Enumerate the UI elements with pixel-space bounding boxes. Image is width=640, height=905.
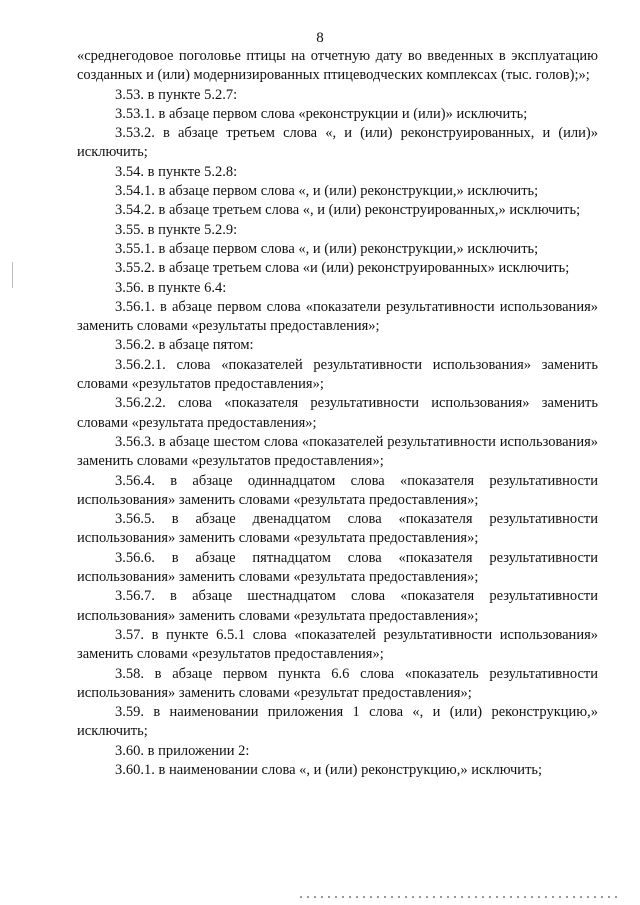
paragraph: 3.57. в пункте 6.5.1 слова «показателей результативности использования» заменить словами «результатов предоставления»; xyxy=(77,626,598,663)
paragraph: 3.56.2.2. слова «показателя результативности использования» заменить словами «результата предоставления»; xyxy=(77,395,598,431)
paragraph: «среднегодовое поголовье птицы на отчетную дату во введенных в эксплуатацию созданных и (или) модернизированных птицеводческих комплексах (тыс. голов);»; xyxy=(77,48,598,84)
document-body xyxy=(77,47,598,780)
paragraph: 3.56.6. в абзаце пятнадцатом слова «показателя результативности использования» заменить словами «результата предоставления»; xyxy=(77,549,598,586)
paragraph: 3.56.3. в абзаце шестом слова «показателей результативности использования» заменить словами «результатов предоставления»; xyxy=(77,433,598,470)
paragraph: 3.55.1. в абзаце первом слова «, и (или) реконструкции,» исключить; xyxy=(115,240,539,257)
paragraph: 3.56.4. в абзаце одиннадцатом слова «показателя результативности использования» заменить словами «результата предоставления»; xyxy=(77,472,598,508)
paragraph: 3.60. в приложении 2: xyxy=(115,742,250,759)
paragraph: 3.55.2. в абзаце третьем слова «и (или) реконструированных» исключить; xyxy=(115,260,570,277)
paragraph: 3.59. в наименовании приложения 1 слова «, и (или) реконструкцию,» исключить; xyxy=(77,704,598,740)
paragraph: 3.54.2. в абзаце третьем слова «, и (или) реконструированных,» исключить; xyxy=(115,202,581,219)
paragraph: 3.53.1. в абзаце первом слова «реконструкции и (или)» исключить; xyxy=(115,105,528,122)
paragraph: 3.58. в абзаце первом пункта 6.6 слова «показатель результативности использования» заменить словами «результат предоставления»; xyxy=(77,665,598,701)
paragraph: 3.56.5. в абзаце двенадцатом слова «показателя результативности использования» заменить словами «результата предоставления»; xyxy=(77,511,598,547)
paragraph: 3.56.1. в абзаце первом слова «показатели результативности использования» заменить словами «результаты предоставления»; xyxy=(77,298,598,335)
scan-footer-artifact xyxy=(300,896,620,898)
page-number: 8 xyxy=(316,30,324,46)
paragraph: 3.56.2. в абзаце пятом: xyxy=(115,337,254,354)
paragraph: 3.55. в пункте 5.2.9: xyxy=(115,221,238,238)
paragraph: 3.56.2.1. слова «показателей результативности использования» заменить словами «результатов предоставления»; xyxy=(77,356,598,393)
paragraph: 3.53. в пункте 5.2.7: xyxy=(115,86,238,103)
paragraph: 3.60.1. в наименовании слова «, и (или) реконструкцию,» исключить; xyxy=(115,761,543,778)
paragraph: 3.53.2. в абзаце третьем слова «, и (или) реконструированных, и (или)» исключить; xyxy=(77,125,598,161)
scan-margin-mark xyxy=(12,262,13,288)
paragraph: 3.54. в пункте 5.2.8: xyxy=(115,163,238,180)
paragraph: 3.56.7. в абзаце шестнадцатом слова «показателя результативности использования» заменить словами «результата предоставления»; xyxy=(77,588,598,624)
paragraph: 3.54.1. в абзаце первом слова «, и (или) реконструкции,» исключить; xyxy=(115,183,539,200)
paragraph: 3.56. в пункте 6.4: xyxy=(115,279,227,296)
